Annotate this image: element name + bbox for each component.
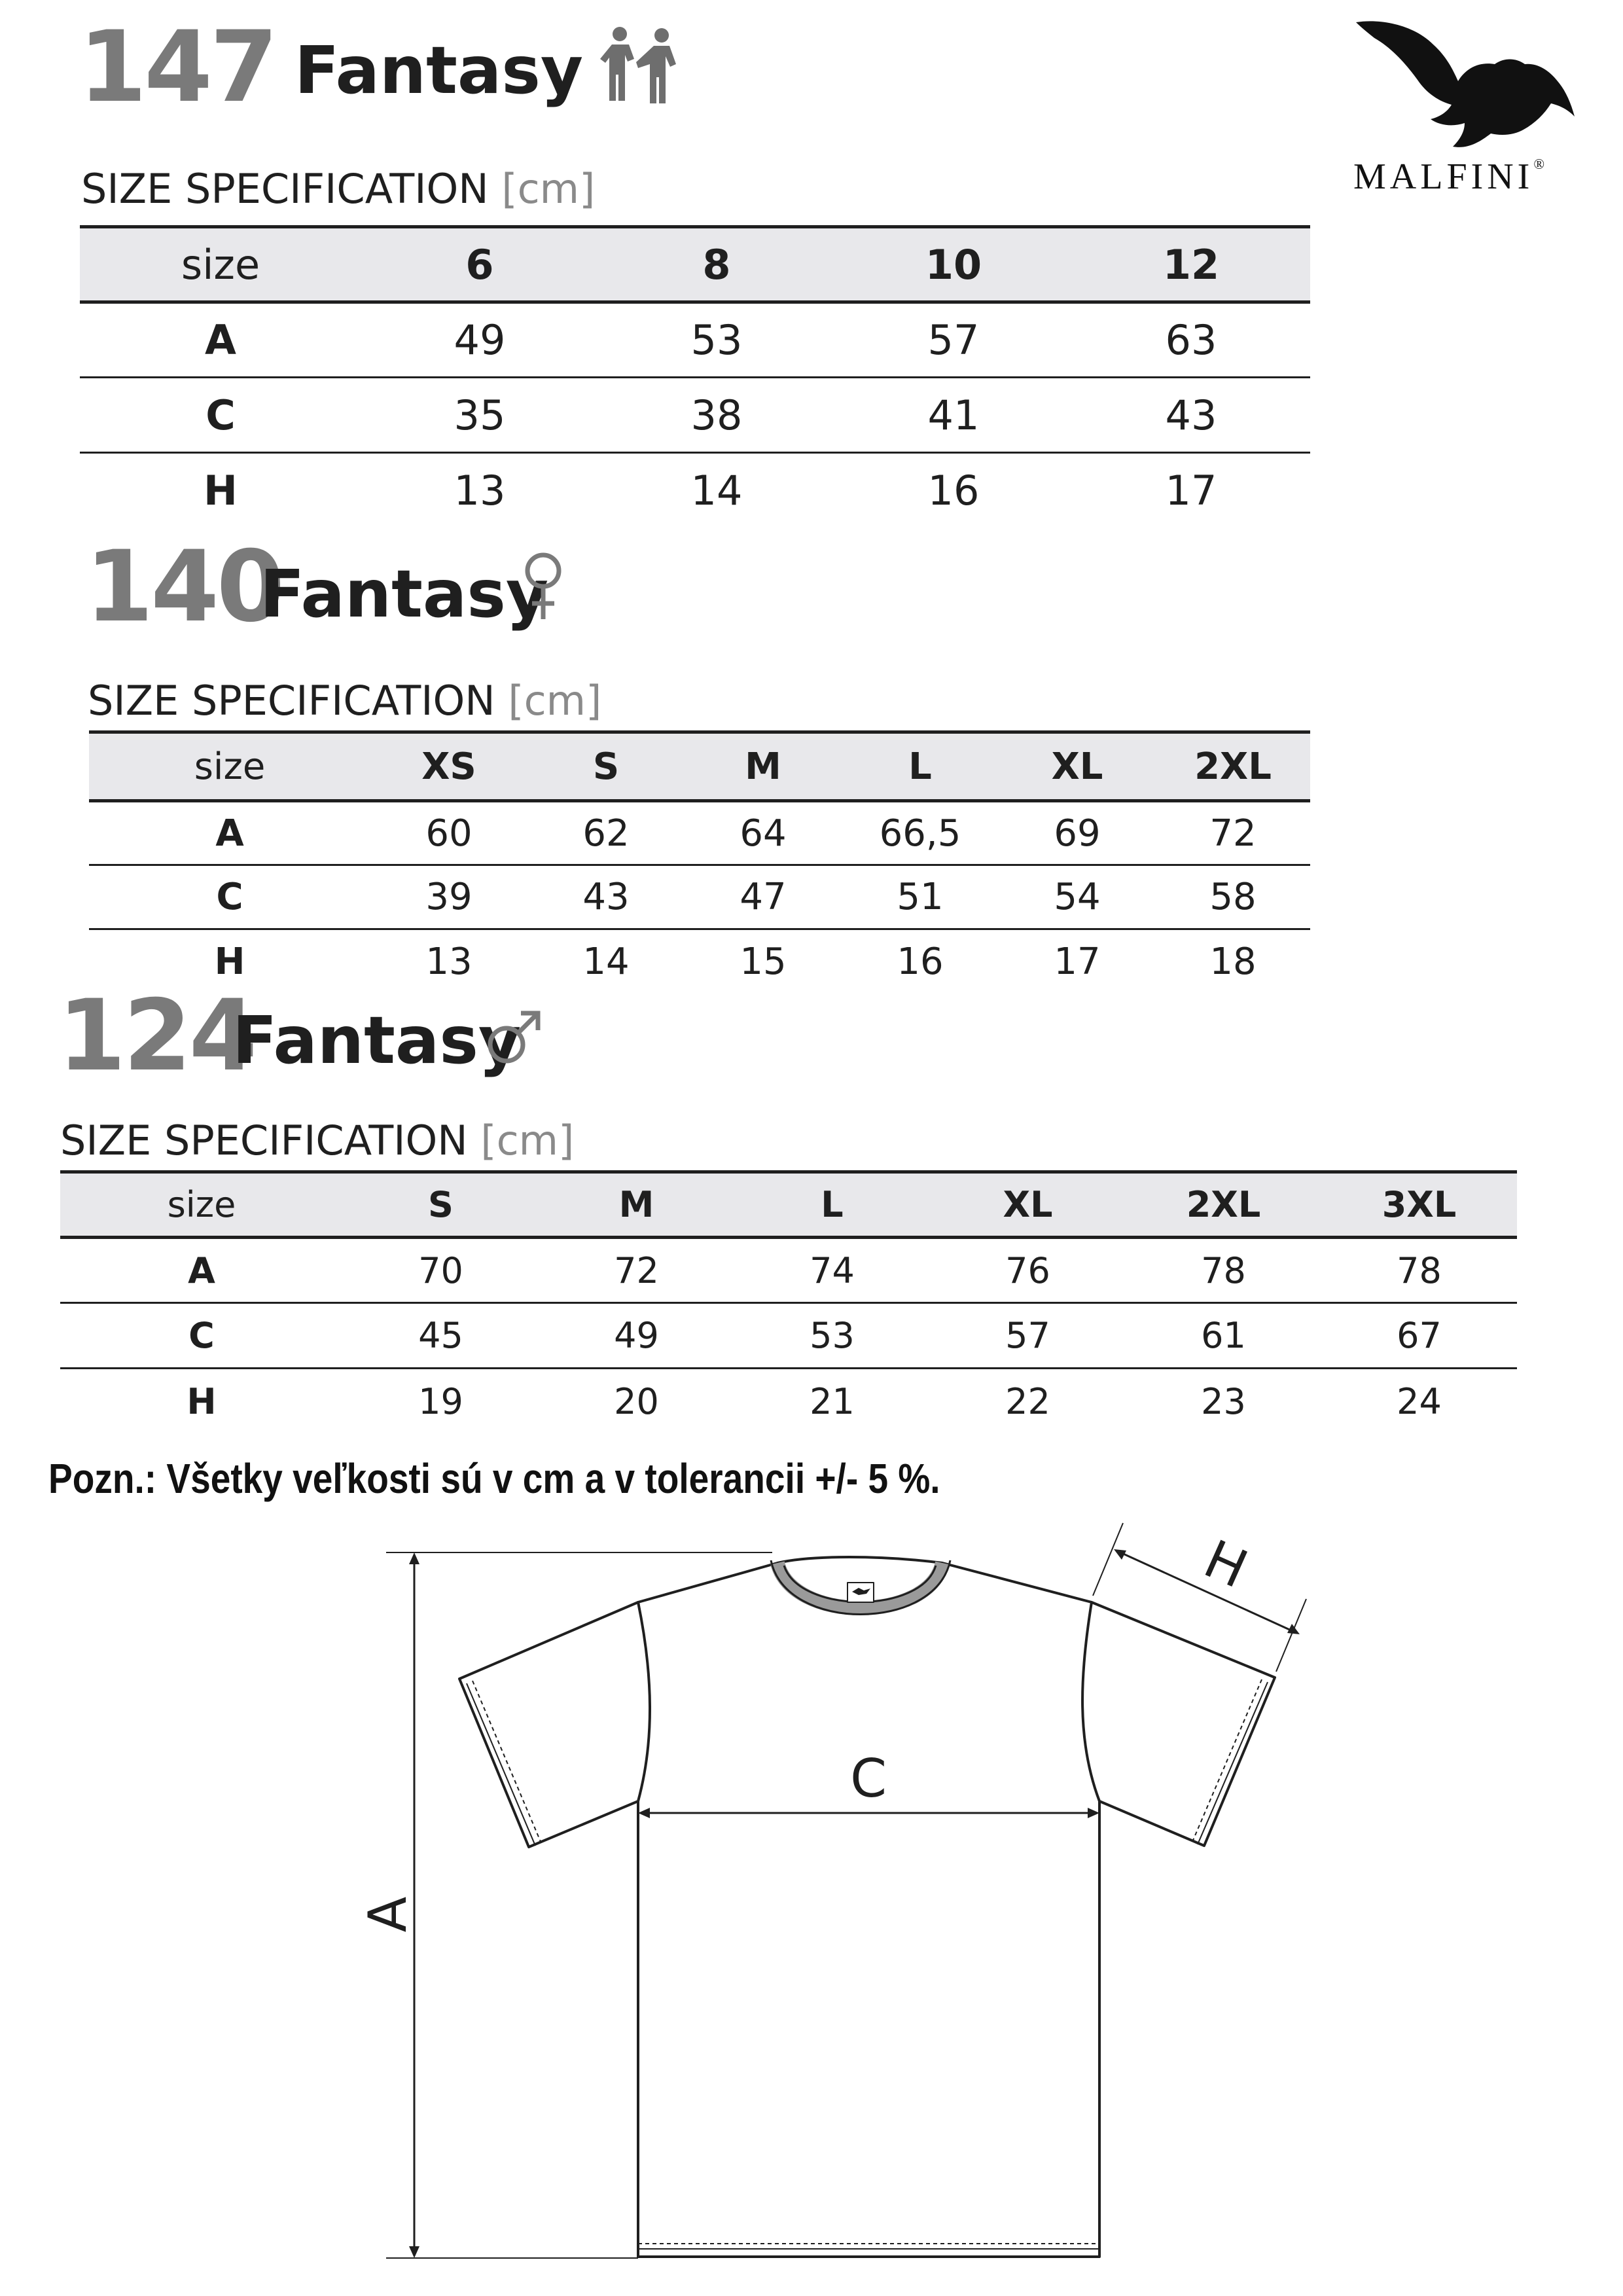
size-column-header: S bbox=[343, 1172, 539, 1238]
dimension-label-a: A bbox=[357, 1896, 418, 1933]
size-column-header: XL bbox=[930, 1172, 1126, 1238]
size-column-label: size bbox=[89, 732, 370, 801]
measurement-value: 70 bbox=[418, 1249, 463, 1291]
size-column-header: 2XL bbox=[1126, 1172, 1321, 1238]
section-140-number: 140 bbox=[85, 530, 283, 644]
measurement-label: C bbox=[216, 876, 243, 918]
table-row bbox=[80, 302, 1310, 378]
table-row bbox=[80, 378, 1310, 453]
measurement-value: 53 bbox=[690, 316, 743, 364]
size-column-header: M bbox=[539, 1172, 734, 1238]
measurement-value: 58 bbox=[1209, 876, 1257, 918]
measurement-value: 35 bbox=[454, 391, 506, 439]
table-row bbox=[60, 1369, 1517, 1434]
brand-wordmark: MALFINI® bbox=[1353, 156, 1545, 197]
section-124-title: Fantasy bbox=[232, 1002, 522, 1079]
table-header-row bbox=[60, 1172, 1517, 1238]
measurement-value: 20 bbox=[614, 1380, 659, 1422]
measurement-value: 18 bbox=[1209, 940, 1257, 983]
tshirt-diagram bbox=[357, 1525, 1329, 2278]
measurement-value: 49 bbox=[454, 316, 506, 364]
size-column-header: M bbox=[685, 732, 842, 801]
table-row bbox=[60, 1238, 1517, 1303]
measurement-value: 61 bbox=[1201, 1315, 1246, 1356]
female-icon bbox=[520, 551, 566, 623]
table-row bbox=[89, 929, 1310, 994]
size-table-147 bbox=[80, 225, 1310, 528]
measurement-value: 17 bbox=[1165, 467, 1217, 515]
measurement-value: 23 bbox=[1201, 1380, 1246, 1422]
size-column-header: XL bbox=[999, 732, 1156, 801]
measurement-value: 16 bbox=[897, 940, 944, 983]
table-header-row bbox=[89, 732, 1310, 801]
measurement-value: 14 bbox=[690, 467, 743, 515]
measurement-value: 67 bbox=[1397, 1315, 1442, 1356]
eagle-icon bbox=[1355, 18, 1577, 149]
size-table-140 bbox=[89, 730, 1310, 994]
kids-icon bbox=[605, 25, 677, 103]
table-header-row bbox=[80, 227, 1310, 302]
table-row bbox=[89, 865, 1310, 929]
measurement-label: C bbox=[205, 391, 236, 439]
measurement-value: 22 bbox=[1005, 1380, 1050, 1422]
measurement-value: 43 bbox=[582, 876, 630, 918]
measurement-value: 49 bbox=[614, 1315, 659, 1356]
measurement-value: 60 bbox=[425, 812, 473, 855]
measurement-value: 17 bbox=[1054, 940, 1101, 983]
measurement-label: C bbox=[188, 1315, 215, 1356]
measurement-value: 57 bbox=[1005, 1315, 1050, 1356]
measurement-value: 74 bbox=[810, 1249, 855, 1291]
measurement-value: 78 bbox=[1201, 1249, 1246, 1291]
measurement-label: A bbox=[188, 1249, 215, 1291]
size-column-header: L bbox=[842, 732, 999, 801]
measurement-value: 38 bbox=[690, 391, 743, 439]
section-140-spec-heading: SIZE SPECIFICATION [cm] bbox=[88, 677, 602, 725]
measurement-value: 19 bbox=[418, 1380, 463, 1422]
measurement-label: H bbox=[204, 467, 238, 515]
size-column-header: S bbox=[527, 732, 685, 801]
measurement-value: 13 bbox=[425, 940, 473, 983]
table-row bbox=[60, 1303, 1517, 1369]
section-147-number: 147 bbox=[79, 10, 276, 124]
section-124-spec-heading: SIZE SPECIFICATION [cm] bbox=[60, 1117, 575, 1164]
measurement-value: 15 bbox=[740, 940, 787, 983]
measurement-value: 72 bbox=[614, 1249, 659, 1291]
measurement-value: 16 bbox=[927, 467, 980, 515]
tolerance-note: Pozn.: Všetky veľkosti sú v cm a v tolerancii +/- 5 %. bbox=[48, 1455, 940, 1502]
measurement-value: 47 bbox=[740, 876, 787, 918]
measurement-label: H bbox=[214, 940, 245, 983]
size-column-header: 12 bbox=[1072, 227, 1310, 302]
size-column-header: XS bbox=[370, 732, 527, 801]
measurement-value: 51 bbox=[897, 876, 944, 918]
size-column-label: size bbox=[80, 227, 361, 302]
section-147-title: Fantasy bbox=[294, 32, 584, 109]
size-column-header: 6 bbox=[361, 227, 598, 302]
measurement-value: 43 bbox=[1165, 391, 1217, 439]
measurement-value: 53 bbox=[810, 1315, 855, 1356]
male-icon bbox=[484, 1008, 543, 1067]
measurement-value: 41 bbox=[927, 391, 980, 439]
measurement-value: 39 bbox=[425, 876, 473, 918]
tshirt-icon bbox=[459, 1557, 1275, 2257]
dimension-label-c: C bbox=[850, 1748, 887, 1809]
table-row bbox=[89, 801, 1310, 865]
measurement-value: 76 bbox=[1005, 1249, 1050, 1291]
measurement-value: 45 bbox=[418, 1315, 463, 1356]
measurement-value: 54 bbox=[1054, 876, 1101, 918]
size-column-header: 8 bbox=[598, 227, 835, 302]
measurement-value: 69 bbox=[1054, 812, 1101, 855]
measurement-value: 14 bbox=[582, 940, 630, 983]
size-column-header: 10 bbox=[835, 227, 1072, 302]
measurement-value: 63 bbox=[1165, 316, 1217, 364]
measurement-value: 78 bbox=[1397, 1249, 1442, 1291]
size-column-header: L bbox=[734, 1172, 930, 1238]
measurement-value: 21 bbox=[810, 1380, 855, 1422]
size-column-header: 2XL bbox=[1156, 732, 1310, 801]
measurement-value: 62 bbox=[582, 812, 630, 855]
section-140-title: Fantasy bbox=[260, 556, 549, 632]
table-row bbox=[80, 453, 1310, 528]
measurement-value: 66,5 bbox=[879, 812, 961, 855]
section-147-spec-heading: SIZE SPECIFICATION [cm] bbox=[81, 165, 596, 213]
measurement-value: 64 bbox=[740, 812, 787, 855]
measurement-value: 72 bbox=[1209, 812, 1257, 855]
measurement-value: 24 bbox=[1397, 1380, 1442, 1422]
measurement-value: 13 bbox=[454, 467, 506, 515]
section-124-number: 124 bbox=[58, 979, 255, 1093]
size-column-label: size bbox=[60, 1172, 343, 1238]
size-table-124 bbox=[60, 1170, 1517, 1434]
measurement-label: A bbox=[215, 812, 244, 855]
measurement-label: A bbox=[205, 316, 236, 364]
dimension-label-h: H bbox=[1195, 1528, 1257, 1600]
measurement-value: 57 bbox=[927, 316, 980, 364]
size-column-header: 3XL bbox=[1321, 1172, 1517, 1238]
measurement-label: H bbox=[187, 1380, 217, 1422]
